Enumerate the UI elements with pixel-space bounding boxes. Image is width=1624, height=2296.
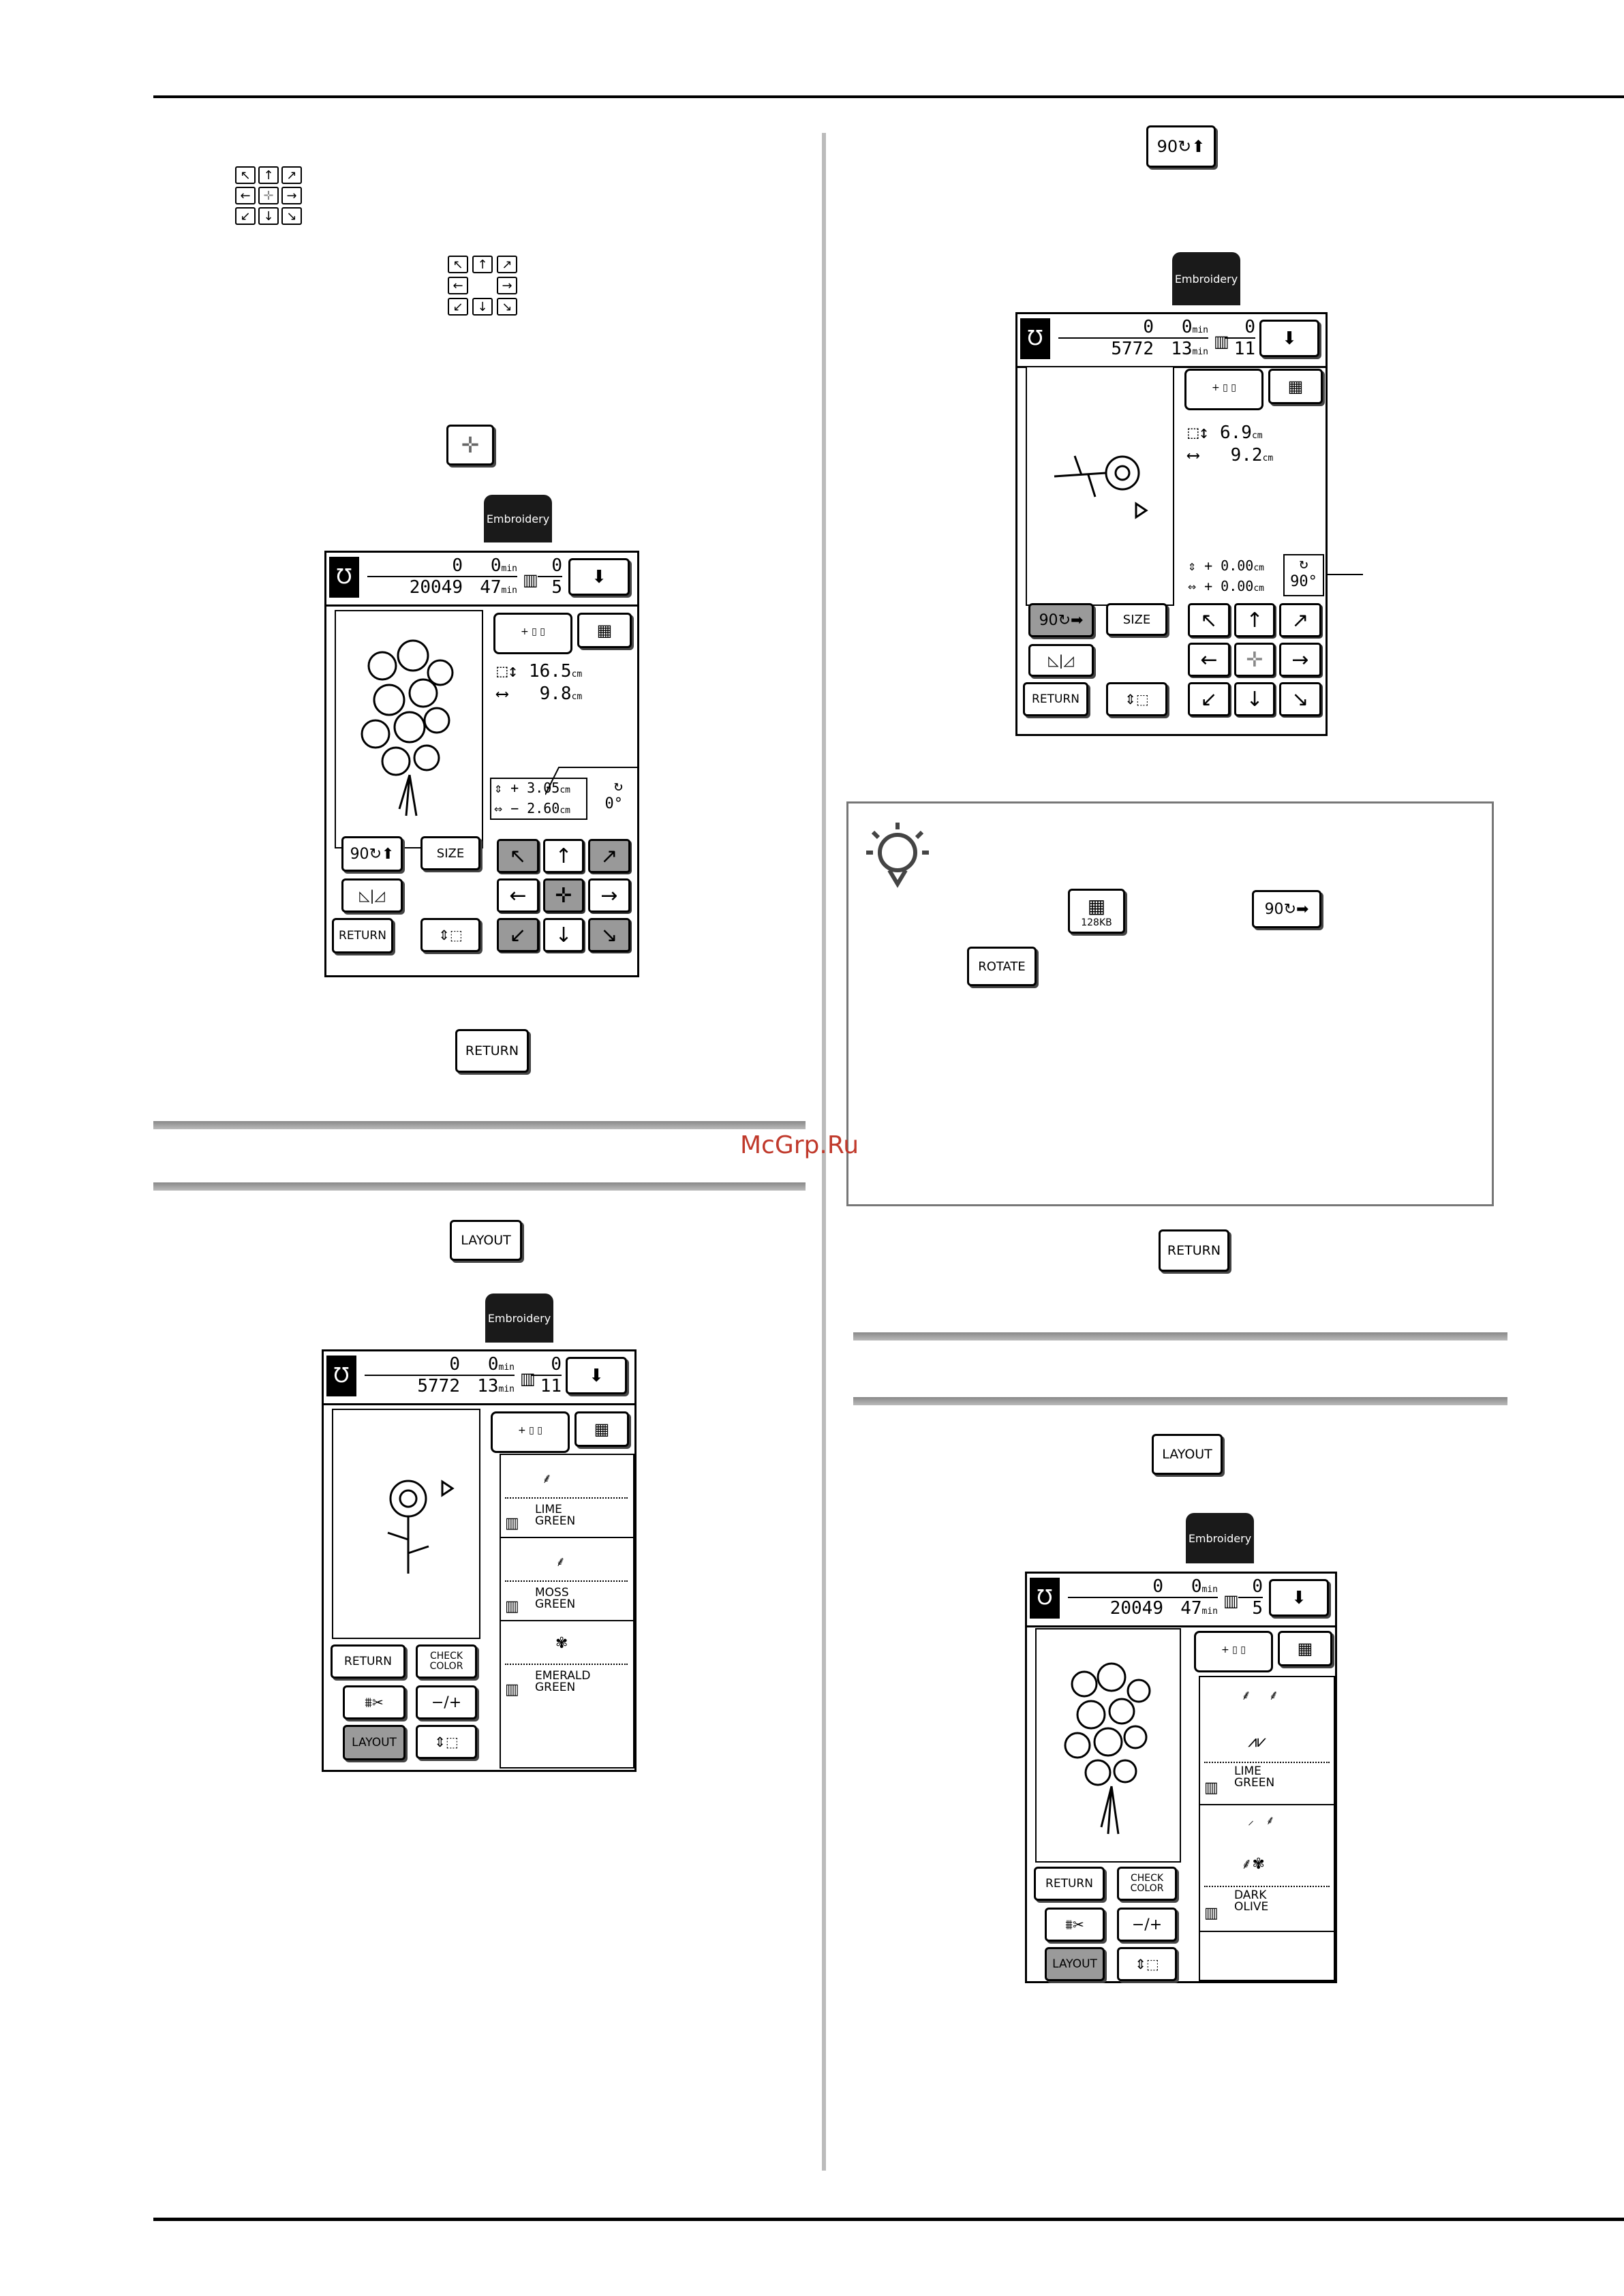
move-down-button[interactable]: ↓: [543, 918, 584, 952]
rotate-icon: ↻: [613, 778, 623, 795]
arrow-dl-icon: ↙: [448, 298, 468, 316]
stitch-count: 0 20049: [1068, 1576, 1163, 1619]
rotate-button[interactable]: ROTATE: [967, 947, 1037, 986]
motif-icon: ⸙: [555, 1553, 566, 1570]
watermark: McGrp.Ru: [740, 1131, 859, 1159]
machine-icon: Ʊ: [1030, 1578, 1060, 1619]
return-button[interactable]: RETURN: [1023, 682, 1088, 716]
arrow-dr-icon: ↘: [497, 298, 517, 316]
arrow-key-grid-no-center: [448, 256, 523, 318]
note-icon: [863, 818, 932, 893]
motif-icon: ✾: [555, 1635, 568, 1652]
pattern-display: [1035, 1628, 1181, 1863]
color-item-2[interactable]: [1200, 1805, 1334, 1932]
trial-button[interactable]: ▦: [577, 613, 632, 648]
arrow-ur-icon: ↗: [281, 166, 302, 184]
color-count: 0 11: [1225, 317, 1255, 359]
check-color-button[interactable]: CHECK COLOR: [416, 1644, 477, 1679]
return-button[interactable]: RETURN: [1159, 1229, 1229, 1272]
color-count: 0 5: [1238, 1576, 1263, 1619]
layout-button[interactable]: LAYOUT: [1045, 1947, 1105, 1981]
size-button[interactable]: SIZE: [1106, 603, 1167, 636]
section-bar: [153, 1121, 806, 1129]
trial-frame-button[interactable]: ⇕⬚: [416, 1725, 477, 1759]
thread-spool-icon: ▥: [520, 1369, 536, 1388]
embroidery-color-screen: [1025, 1572, 1337, 1983]
arrow-right-icon: →: [497, 277, 517, 294]
center-icon: ✛: [258, 187, 279, 204]
color-item-3[interactable]: [501, 1621, 633, 1703]
bottom-rule: [153, 2218, 1624, 2221]
trial-frame-button[interactable]: ⇕⬚: [420, 918, 480, 952]
pattern-display: [332, 1409, 480, 1639]
color-name: LIME GREEN: [535, 1503, 576, 1528]
motif-icon: ⸙ ⸙: [1241, 1687, 1279, 1703]
screen-header: [324, 1351, 634, 1405]
time-count: 0min 13min: [460, 1354, 515, 1396]
arrow-up-icon: ↑: [472, 256, 493, 273]
arrow-ur-icon: ↗: [497, 256, 517, 273]
rotate-90-button[interactable]: 90 ↻➡: [1028, 603, 1094, 637]
color-item-2[interactable]: [501, 1538, 633, 1621]
needle-adjust-button[interactable]: −/+: [416, 1685, 477, 1719]
thread-spool-icon: ▥: [505, 1598, 519, 1615]
embroidery-tab: Embroidery: [1186, 1513, 1254, 1563]
arrow-right-icon: →: [281, 187, 302, 204]
move-center-button[interactable]: ✛: [1234, 643, 1275, 677]
color-name: LIME GREEN: [1234, 1764, 1275, 1790]
thread-spool-icon: ▥: [1204, 1779, 1219, 1796]
thread-color-list[interactable]: [1199, 1676, 1335, 1981]
move-dl-button[interactable]: ↙: [497, 918, 539, 952]
move-ul-button[interactable]: ↖: [1188, 603, 1230, 637]
rotate-90-button[interactable]: 90 ↻⬆: [1146, 125, 1216, 168]
memory-button[interactable]: ⬇: [1259, 320, 1319, 357]
thread-spool-icon: ▥: [523, 570, 538, 590]
thread-spool-icon: ▥: [1204, 1905, 1219, 1922]
return-button[interactable]: RETURN: [1034, 1867, 1105, 1901]
angle-readout: ↻ 0°: [589, 778, 623, 813]
layout-button[interactable]: LAYOUT: [450, 1220, 522, 1261]
position-readout: ⇕ + 0.00cm ⇔ + 0.00cm: [1188, 557, 1264, 594]
move-left-button[interactable]: ←: [1188, 643, 1230, 677]
machine-icon: Ʊ: [329, 557, 359, 598]
pattern-size: ⬚↕ 6.9cm ⟷ 9.2cm: [1188, 423, 1274, 465]
arrow-ul-icon: ↖: [448, 256, 468, 273]
flower-bouquet-image: [1043, 1650, 1173, 1848]
move-left-button[interactable]: ←: [497, 878, 539, 913]
motif-icon: ⸙: [542, 1470, 552, 1486]
color-count: 0 11: [532, 1354, 562, 1396]
thread-spool-icon: ▥: [505, 1515, 519, 1532]
pattern-display: [1026, 366, 1174, 606]
size-button[interactable]: SIZE: [420, 836, 480, 870]
move-center-button[interactable]: ✛: [543, 878, 584, 913]
arrow-ul-icon: ↖: [235, 166, 256, 184]
move-dr-button[interactable]: ↘: [588, 918, 630, 952]
note-box: [846, 801, 1494, 1206]
machine-icon: Ʊ: [326, 1356, 356, 1396]
top-rule: [153, 95, 1624, 98]
mirror-button[interactable]: ◺|◿: [1028, 644, 1094, 677]
thread-color-list[interactable]: [500, 1454, 634, 1769]
screen-header: [1027, 1574, 1335, 1627]
rotated-rose-image: [1047, 442, 1156, 524]
return-button[interactable]: RETURN: [331, 1644, 405, 1679]
memory-size-button[interactable]: ▦ 128KB: [1068, 889, 1125, 934]
callout-line: [1328, 574, 1363, 575]
color-item-1[interactable]: [501, 1455, 633, 1538]
screen-header: [326, 553, 637, 607]
memory-button[interactable]: ⬇: [1269, 1579, 1329, 1617]
needle-adjust-button[interactable]: −/+: [1117, 1908, 1177, 1942]
trial-frame-button[interactable]: ⇕⬚: [1106, 682, 1167, 716]
stitch-count: 0 5772: [365, 1354, 460, 1396]
color-name: EMERALD GREEN: [535, 1669, 591, 1694]
embroidery-frame-icon: + ▯ ▯: [493, 613, 572, 654]
move-down-button[interactable]: ↓: [1234, 682, 1275, 716]
section-bar: [853, 1397, 1507, 1405]
color-name: DARK OLIVE: [1234, 1888, 1269, 1914]
position-readout: ⇕ + 3.05cm ⇔ − 2.60cm: [490, 778, 587, 820]
motif-icon: ⩘⩗: [1248, 1732, 1267, 1751]
arrow-key-grid-full: [235, 166, 303, 228]
move-right-button[interactable]: →: [1279, 643, 1321, 677]
cut-thread-button[interactable]: ⩩✂: [343, 1685, 405, 1719]
cut-thread-button[interactable]: ⩩✂: [1045, 1908, 1105, 1942]
arrow-down-icon: ↓: [472, 298, 493, 316]
embroidery-frame-icon: + ▯ ▯: [491, 1411, 570, 1453]
embroidery-edit-screen: [1015, 312, 1328, 736]
motif-icon: ⸝ ⸙: [1248, 1813, 1275, 1828]
embroidery-tab: Embroidery: [485, 1294, 553, 1343]
angle-readout: ↻ 90°: [1283, 554, 1324, 596]
color-name: MOSS GREEN: [535, 1586, 576, 1611]
trial-button[interactable]: ▦: [1278, 1631, 1332, 1666]
trial-button[interactable]: ▦: [574, 1411, 629, 1447]
rotate-icon: ↻: [1299, 555, 1308, 572]
return-button[interactable]: RETURN: [332, 918, 393, 953]
arrow-left-icon: ←: [448, 277, 468, 294]
stitch-count: 0 20049: [367, 555, 463, 598]
move-ur-button[interactable]: ↗: [1279, 603, 1321, 637]
trial-button[interactable]: ▦: [1268, 369, 1323, 404]
pattern-display: [335, 610, 483, 848]
move-right-button[interactable]: →: [588, 878, 630, 913]
move-dr-button[interactable]: ↘: [1279, 682, 1321, 716]
screen-header: [1017, 314, 1326, 368]
layout-button[interactable]: LAYOUT: [343, 1725, 405, 1760]
embroidery-tab: Embroidery: [1172, 252, 1240, 305]
move-dl-button[interactable]: ↙: [1188, 682, 1230, 716]
thread-spool-icon: ▥: [1214, 332, 1229, 351]
rotate-90-button[interactable]: 90 ↻⬆: [341, 836, 403, 872]
memory-button[interactable]: ⬇: [566, 1357, 627, 1394]
mirror-button[interactable]: ◺|◿: [341, 878, 403, 913]
move-up-button[interactable]: ↑: [1234, 603, 1275, 637]
trial-frame-button[interactable]: ⇕⬚: [1117, 1947, 1177, 1981]
arrow-dr-icon: ↘: [281, 207, 302, 225]
rotate-90-button[interactable]: 90 ↻➡: [1252, 890, 1321, 928]
move-up-button[interactable]: ↑: [543, 839, 584, 873]
embroidery-color-screen: [322, 1349, 637, 1772]
move-ur-button[interactable]: ↗: [588, 839, 630, 873]
motif-icon: ⸙✾: [1241, 1856, 1265, 1873]
rose-image: [367, 1471, 463, 1580]
arrow-left-icon: ←: [235, 187, 256, 204]
embroidery-frame-icon: + ▯ ▯: [1194, 1631, 1273, 1672]
arrow-dl-icon: ↙: [235, 207, 256, 225]
layout-button[interactable]: LAYOUT: [1152, 1434, 1223, 1475]
callout-line: [545, 761, 647, 801]
arrow-down-icon: ↓: [258, 207, 279, 225]
center-button[interactable]: [446, 425, 494, 465]
stitch-count: 0 5772: [1058, 317, 1154, 359]
check-color-button[interactable]: CHECK COLOR: [1117, 1867, 1177, 1901]
thread-spool-icon: ▥: [505, 1681, 519, 1698]
memory-button[interactable]: ⬇: [568, 558, 630, 596]
embroidery-tab: Embroidery: [484, 495, 552, 542]
color-item-1[interactable]: [1200, 1677, 1334, 1805]
embroidery-frame-icon: + ▯ ▯: [1184, 369, 1263, 410]
flower-bouquet-image: [341, 625, 478, 829]
section-bar: [153, 1182, 806, 1191]
time-count: 0min 47min: [1163, 1576, 1218, 1619]
thread-spool-icon: ▥: [1223, 1591, 1239, 1610]
time-count: 0min 13min: [1154, 317, 1208, 359]
section-bar: [853, 1332, 1507, 1341]
center-icon: ✛: [461, 432, 480, 458]
time-count: 0min 47min: [463, 555, 517, 598]
machine-icon: Ʊ: [1020, 318, 1050, 359]
arrow-up-icon: ↑: [258, 166, 279, 184]
return-button[interactable]: RETURN: [455, 1029, 529, 1073]
color-count: 0 5: [538, 555, 562, 598]
move-ul-button[interactable]: ↖: [497, 839, 539, 873]
pattern-size: ⬚↕ 16.5cm ⟷ 9.8cm: [497, 661, 583, 704]
